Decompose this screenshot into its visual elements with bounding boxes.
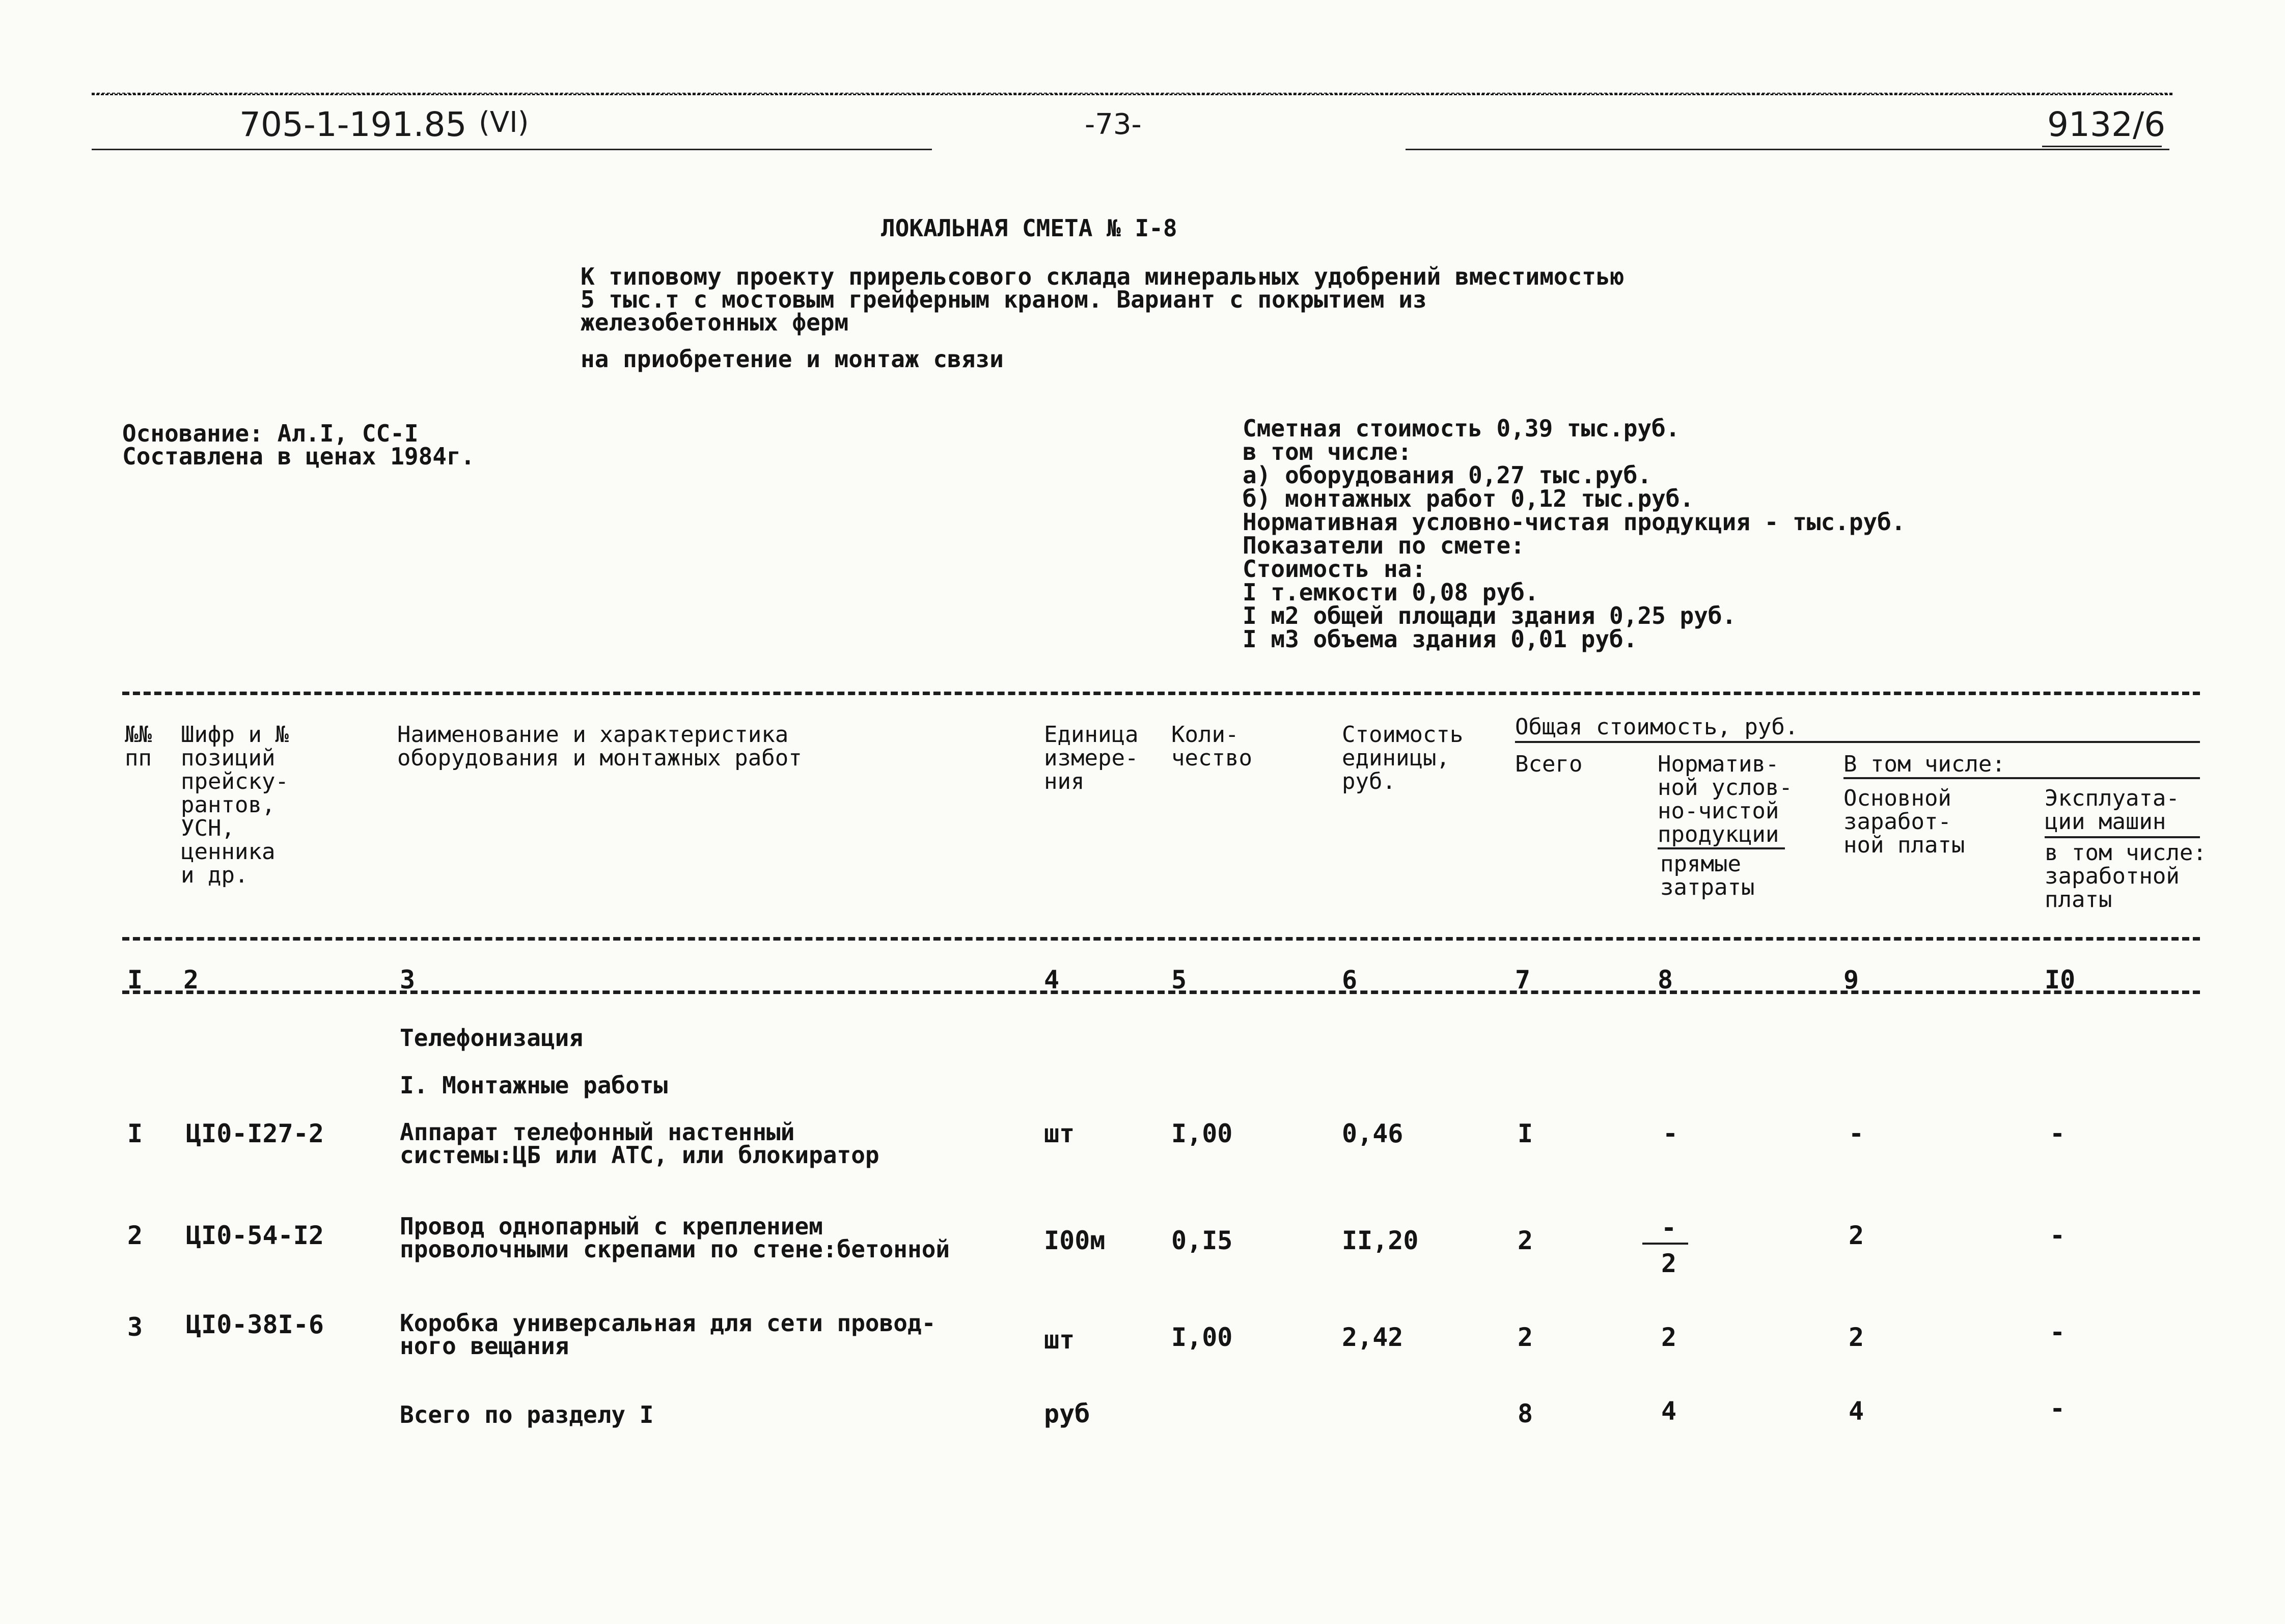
section-total-unit: руб: [1044, 1399, 1090, 1428]
col-number-6: 6: [1342, 965, 1358, 995]
header-direct-costs: прямые затраты: [1660, 851, 1755, 900]
machines-divider: [2045, 836, 2200, 838]
header-name: Наименование и характеристика оборудования и монтажных работ: [397, 722, 802, 771]
subject-line-3: железобетонных ферм: [581, 309, 849, 336]
row-normative-direct: 2: [1661, 1249, 1677, 1278]
sheet-underline: [2042, 146, 2162, 147]
sheet-number: 9132/6: [2047, 105, 2166, 144]
header-bottom-rule-left: [92, 149, 932, 150]
section-total-value: 8: [1518, 1399, 1533, 1428]
section-total-normative: 4: [1661, 1396, 1677, 1426]
summary-line-6: Показатели по смете:: [1243, 532, 1525, 559]
row-machines: -: [2050, 1221, 2066, 1250]
header-code: Шифр и № позиций прейску- рантов, УСН, ценника и др.: [181, 722, 289, 888]
page-number: -73-: [1085, 108, 1142, 141]
col-number-9: 9: [1843, 965, 1859, 995]
row-number: 3: [127, 1312, 143, 1342]
row-wages: 2: [1849, 1323, 1864, 1352]
summary-line-7: Стоимость на:: [1243, 555, 1426, 583]
summary-line-3: а) оборудования 0,27 тыс.руб.: [1243, 461, 1652, 489]
row-name-line-2: проволочными скрепами по стене:бетонной: [400, 1235, 950, 1263]
row-name-line-2: ного вещания: [400, 1332, 569, 1360]
row-unit-cost: 2,42: [1342, 1323, 1403, 1352]
header-total: Всего: [1515, 751, 1583, 777]
estimate-title: ЛОКАЛЬНАЯ СМЕТА № I-8: [881, 214, 1177, 242]
row-normative-fraction-line: [1642, 1243, 1688, 1245]
col-number-3: 3: [400, 965, 416, 995]
col-number-7: 7: [1515, 965, 1531, 995]
row-number: 2: [127, 1221, 143, 1250]
row-name-line-1: Аппарат телефонный настенный: [400, 1118, 795, 1146]
header-wages: Основной заработ- ной платы: [1843, 785, 1965, 858]
row-machines: -: [2050, 1119, 2066, 1148]
row-code: ЦI0-I27-2: [186, 1119, 324, 1148]
row-unit-cost: II,20: [1342, 1226, 1419, 1255]
subject-line-1: К типовому проекту прирельсового склада минеральных удобрений вместимостью: [581, 263, 1625, 290]
col-number-8: 8: [1658, 965, 1673, 995]
header-unit-cost: Стоимость единицы, руб.: [1342, 722, 1464, 794]
header-machine-wages: в том числе: заработной платы: [2045, 840, 2207, 913]
header-machines: Эксплуата- ции машин: [2045, 785, 2180, 835]
col-number-1: I: [127, 965, 143, 995]
col-number-10: I0: [2045, 965, 2076, 995]
estimate-purpose: на приобретение и монтаж связи: [581, 345, 1004, 373]
row-quantity: I,00: [1171, 1323, 1233, 1352]
header-top-rule: [92, 93, 2172, 95]
header-num: №№ пп: [125, 722, 152, 771]
col-number-5: 5: [1171, 965, 1187, 995]
summary-line-4: б) монтажных работ 0,12 тыс.руб.: [1243, 485, 1694, 512]
row-normative: -: [1661, 1213, 1677, 1243]
header-unit: Единица измере- ния: [1044, 722, 1139, 794]
subject-line-2: 5 тыс.т с мостовым грейферным краном. Вариант с покрытием из: [581, 286, 1427, 313]
header-total-cost-group: Общая стоимость, руб.: [1515, 714, 1799, 740]
row-total: 2: [1518, 1323, 1533, 1352]
col-number-2: 2: [183, 965, 199, 995]
summary-line-2: в том числе:: [1243, 438, 1412, 465]
row-total: I: [1518, 1119, 1533, 1148]
summary-line-1: Сметная стоимость 0,39 тыс.руб.: [1243, 415, 1680, 442]
header-including: В том числе:: [1843, 751, 2005, 777]
row-machines: -: [2050, 1317, 2066, 1347]
row-unit: I00м: [1044, 1226, 1106, 1255]
row-normative: 2: [1661, 1323, 1677, 1352]
subsection-title: I. Монтажные работы: [400, 1071, 668, 1099]
row-unit-cost: 0,46: [1342, 1119, 1403, 1148]
row-code: ЦI0-38I-6: [186, 1310, 324, 1339]
summary-line-8: I т.емкости 0,08 руб.: [1243, 579, 1539, 606]
row-quantity: 0,I5: [1171, 1226, 1233, 1255]
section-title: Телефонизация: [400, 1024, 584, 1052]
normative-divider: [1658, 847, 1785, 849]
col-number-rule: [122, 990, 2200, 994]
header-bottom-rule-right: [1406, 149, 2169, 150]
summary-line-9: I м2 общей площади здания 0,25 руб.: [1243, 602, 1737, 629]
section-total-wages: 4: [1849, 1396, 1864, 1426]
basis-line-1: Основание: Ал.I, СС-I: [122, 420, 419, 447]
row-wages: -: [1849, 1119, 1864, 1148]
row-name-line-1: Коробка универсальная для сети провод-: [400, 1309, 936, 1337]
row-unit: шт: [1044, 1119, 1075, 1148]
row-name-line-1: Провод однопарный с креплением: [400, 1213, 823, 1240]
row-normative: -: [1663, 1119, 1678, 1148]
row-unit: шт: [1044, 1325, 1075, 1355]
section-total-label: Всего по разделу I: [400, 1401, 654, 1428]
table-top-rule: [122, 692, 2200, 695]
row-total: 2: [1518, 1226, 1533, 1255]
summary-line-10: I м3 объема здания 0,01 руб.: [1243, 625, 1638, 653]
summary-line-5: Нормативная условно-чистая продукция - тыс.руб.: [1243, 508, 1906, 536]
row-wages: 2: [1849, 1221, 1864, 1250]
section-total-machines: -: [2050, 1394, 2066, 1423]
row-number: I: [127, 1119, 143, 1148]
total-group-underline: [1515, 741, 2200, 743]
including-underline: [1843, 777, 2200, 779]
col-number-4: 4: [1044, 965, 1060, 995]
album-number: (VI): [479, 106, 529, 139]
basis-line-2: Составлена в ценах 1984г.: [122, 443, 475, 470]
row-quantity: I,00: [1171, 1119, 1233, 1148]
row-code: ЦI0-54-I2: [186, 1221, 324, 1250]
header-bottom-rule: [122, 937, 2200, 941]
row-name-line-2: системы:ЦБ или АТС, или блокиратор: [400, 1141, 879, 1169]
project-code: 705-1-191.85: [239, 105, 467, 144]
header-quantity: Коли- чество: [1171, 722, 1252, 771]
header-normative: Норматив- ной услов- но-чистой продукции: [1658, 751, 1793, 847]
